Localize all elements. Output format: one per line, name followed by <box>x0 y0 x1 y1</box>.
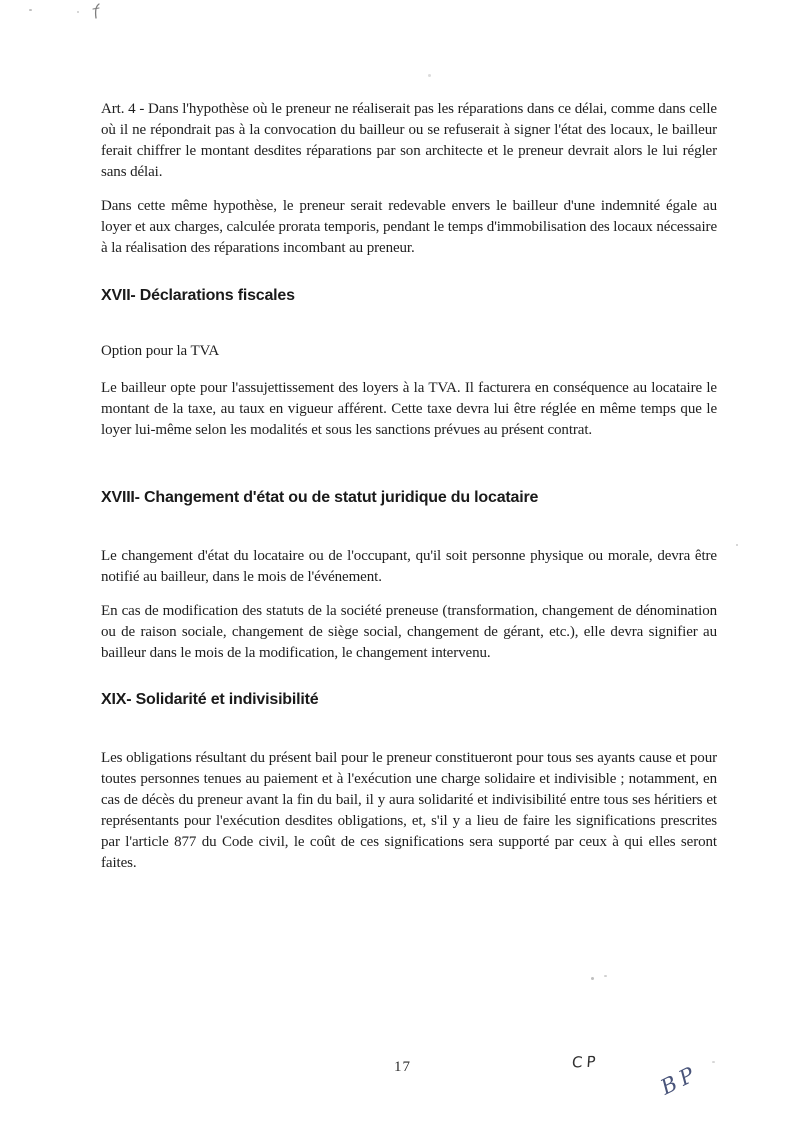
handwritten-initials-cp: CP <box>571 1052 601 1072</box>
paragraph-changement-etat: Le changement d'état du locataire ou de l'occupant, qu'il soit personne physique ou morale, devra être notifié au bailleur, dans le mois de l'événement. <box>101 548 717 585</box>
paragraph-option-tva: Option pour la TVA <box>101 343 220 359</box>
paragraph-indemnity: Dans cette même hypothèse, le preneur serait redevable envers le bailleur d'une indemnité égale au loyer et aux charges, calculée prorata temporis, pendant le temps d'immobilisation des locaux nécessaire à la réalisation des réparations incombant au preneur. <box>101 198 717 256</box>
section-heading-xvii-declarations-fiscales: XVII- Déclarations fiscales <box>101 287 295 304</box>
scan-speck <box>77 11 79 13</box>
handwritten-initials-corner: BP <box>656 1060 703 1100</box>
section-heading-xviii-changement-etat: XVIII- Changement d'état ou de statut juridique du locataire <box>101 489 539 506</box>
page-number: 17 <box>394 1059 411 1075</box>
scan-speck <box>712 1061 715 1063</box>
paragraph-modification-statuts: En cas de modification des statuts de la société preneuse (transformation, changement de dénomination ou de raison sociale, changement de siège social, changement de gérant, etc.), elle devra signifier au bailleur dans le mois de la modification, le changement intervenu. <box>101 603 717 661</box>
scan-speck <box>604 975 607 977</box>
section-heading-xix-solidarite: XIX- Solidarité et indivisibilité <box>101 691 319 708</box>
scan-speck <box>591 977 594 980</box>
scan-speck <box>29 9 32 11</box>
scan-speck <box>428 74 431 77</box>
paragraph-obligations-solidaires: Les obligations résultant du présent bail pour le preneur constitueront pour tous ses ayants cause et pour toutes personnes tenues au paiement et à l'exécution une charge solidaire et indivisible ; notamment, en cas de décès du preneur avant la fin du bail, il y aura solidarité et indivisibilité entre tous ses héritiers et représentants pour l'exécution desdites obligations, et, s'il y a lieu de faire les significations prescrites par l'article 877 du Code civil, le coût de ces significations sera supporté par ceux à qui elles seront faites. <box>101 750 717 871</box>
stray-pen-mark-icon <box>90 2 102 25</box>
scan-speck <box>736 544 738 546</box>
paragraph-tva-details: Le bailleur opte pour l'assujettissement des loyers à la TVA. Il facturera en conséquence au locataire le montant de la taxe, au taux en vigueur afférent. Cette taxe devra lui être réglée en même temps que le loyer lui-même selon les modalités et sous les sanctions prévues au présent contrat. <box>101 380 717 438</box>
paragraph-art4-repairs: Art. 4 - Dans l'hypothèse où le preneur ne réaliserait pas les réparations dans ce délai, comme dans celle où il ne répondrait pas à la convocation du bailleur ou se refuserait à signer l'état des locaux, le bailleur ferait chiffrer le montant desdites réparations par son architecte et le preneur devrait alors le lui régler sans délai. <box>101 101 717 180</box>
